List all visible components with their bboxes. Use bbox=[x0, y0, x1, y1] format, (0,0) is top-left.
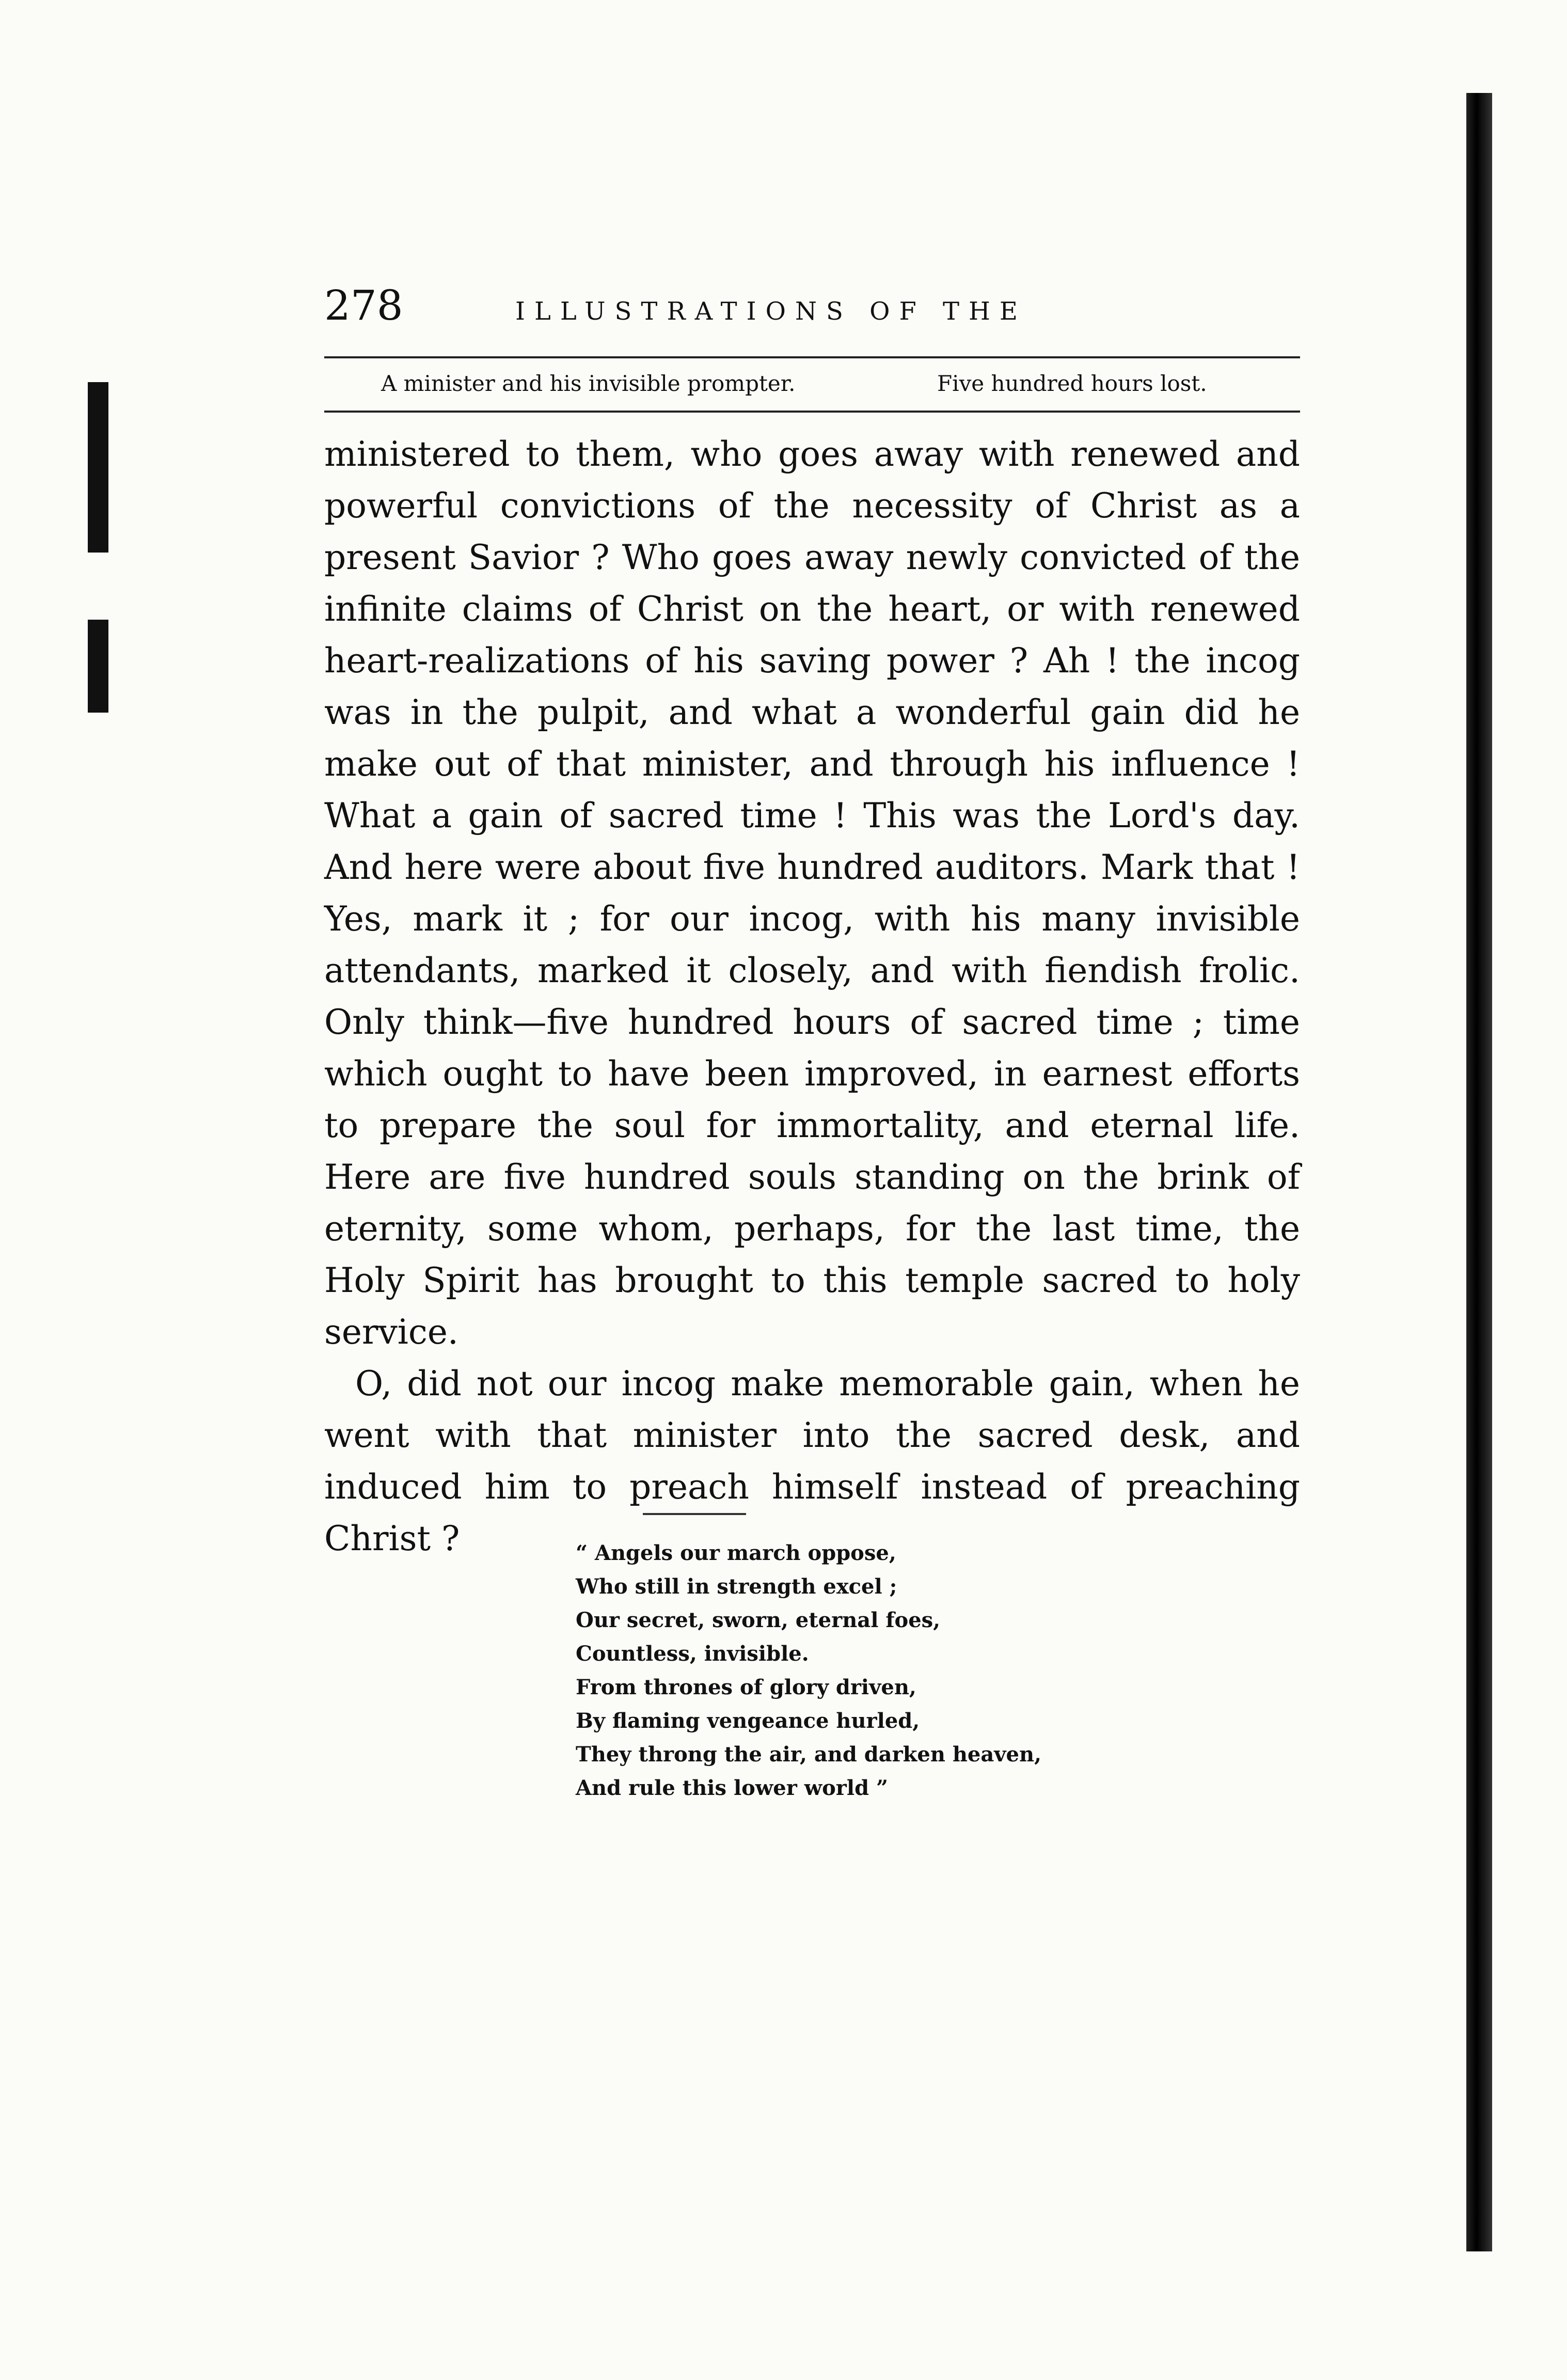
poem-line: “ Angels our march oppose, bbox=[576, 1541, 896, 1565]
poem-line: Countless, invisible. bbox=[576, 1642, 809, 1666]
subhead-rule bbox=[324, 411, 1300, 413]
header-rule bbox=[324, 356, 1300, 358]
section-separator bbox=[643, 1513, 746, 1515]
page-number: 278 bbox=[324, 281, 403, 329]
poem-quote bbox=[576, 1536, 1041, 1805]
binding-edge-shadow bbox=[1466, 93, 1492, 2251]
poem-line: Who still in strength excel ; bbox=[576, 1574, 897, 1599]
left-margin-mark bbox=[88, 382, 108, 553]
body-text bbox=[324, 429, 1300, 1565]
poem-line: They throng the air, and darken heaven, bbox=[576, 1742, 1041, 1767]
paragraph: O, did not our incog make memorable gain, when he went with that minister into the sacred desk, and induced him to preach himself instead of preaching Christ ? bbox=[324, 1364, 1300, 1558]
page-header bbox=[324, 281, 1300, 338]
poem-line: By flaming vengeance hurled, bbox=[576, 1709, 920, 1733]
subhead-right: Five hundred hours lost. bbox=[937, 371, 1207, 396]
left-margin-mark bbox=[88, 620, 108, 713]
poem-line: And rule this lower world ” bbox=[576, 1776, 888, 1800]
paragraph: ministered to them, who goes away with renewed and powerful convictions of the necessity of Christ as a present Savior ? Who goes away newly convicted of the infinite claims of Christ on the heart, or with renewed heart-realizations of his saving power ? Ah ! the incog was in the pulpit, and what a wonderful gain did he make out of that minister, and through his influence ! What a gain of sacred time ! This was the Lord's day. And here were about five hundred auditors. Mark that ! Yes, mark it ; for our incog, with his many invisible attendants, marked it closely, and with fiendish frolic. Only think—five hundred hours of sacred time ; time which ought to have been improved, in earnest efforts to prepare the soul for immortality, and eternal life. Here are five hundred souls standing on the brink of eternity, some whom, perhaps, for the last time, the Holy Spirit has brought to this temple sacred to holy service. bbox=[324, 434, 1300, 1352]
poem-line: From thrones of glory driven, bbox=[576, 1675, 916, 1699]
subhead-left: A minister and his invisible prompter. bbox=[381, 371, 796, 396]
running-title: ILLUSTRATIONS OF THE bbox=[515, 297, 1027, 326]
poem-line: Our secret, sworn, eternal foes, bbox=[576, 1608, 941, 1632]
